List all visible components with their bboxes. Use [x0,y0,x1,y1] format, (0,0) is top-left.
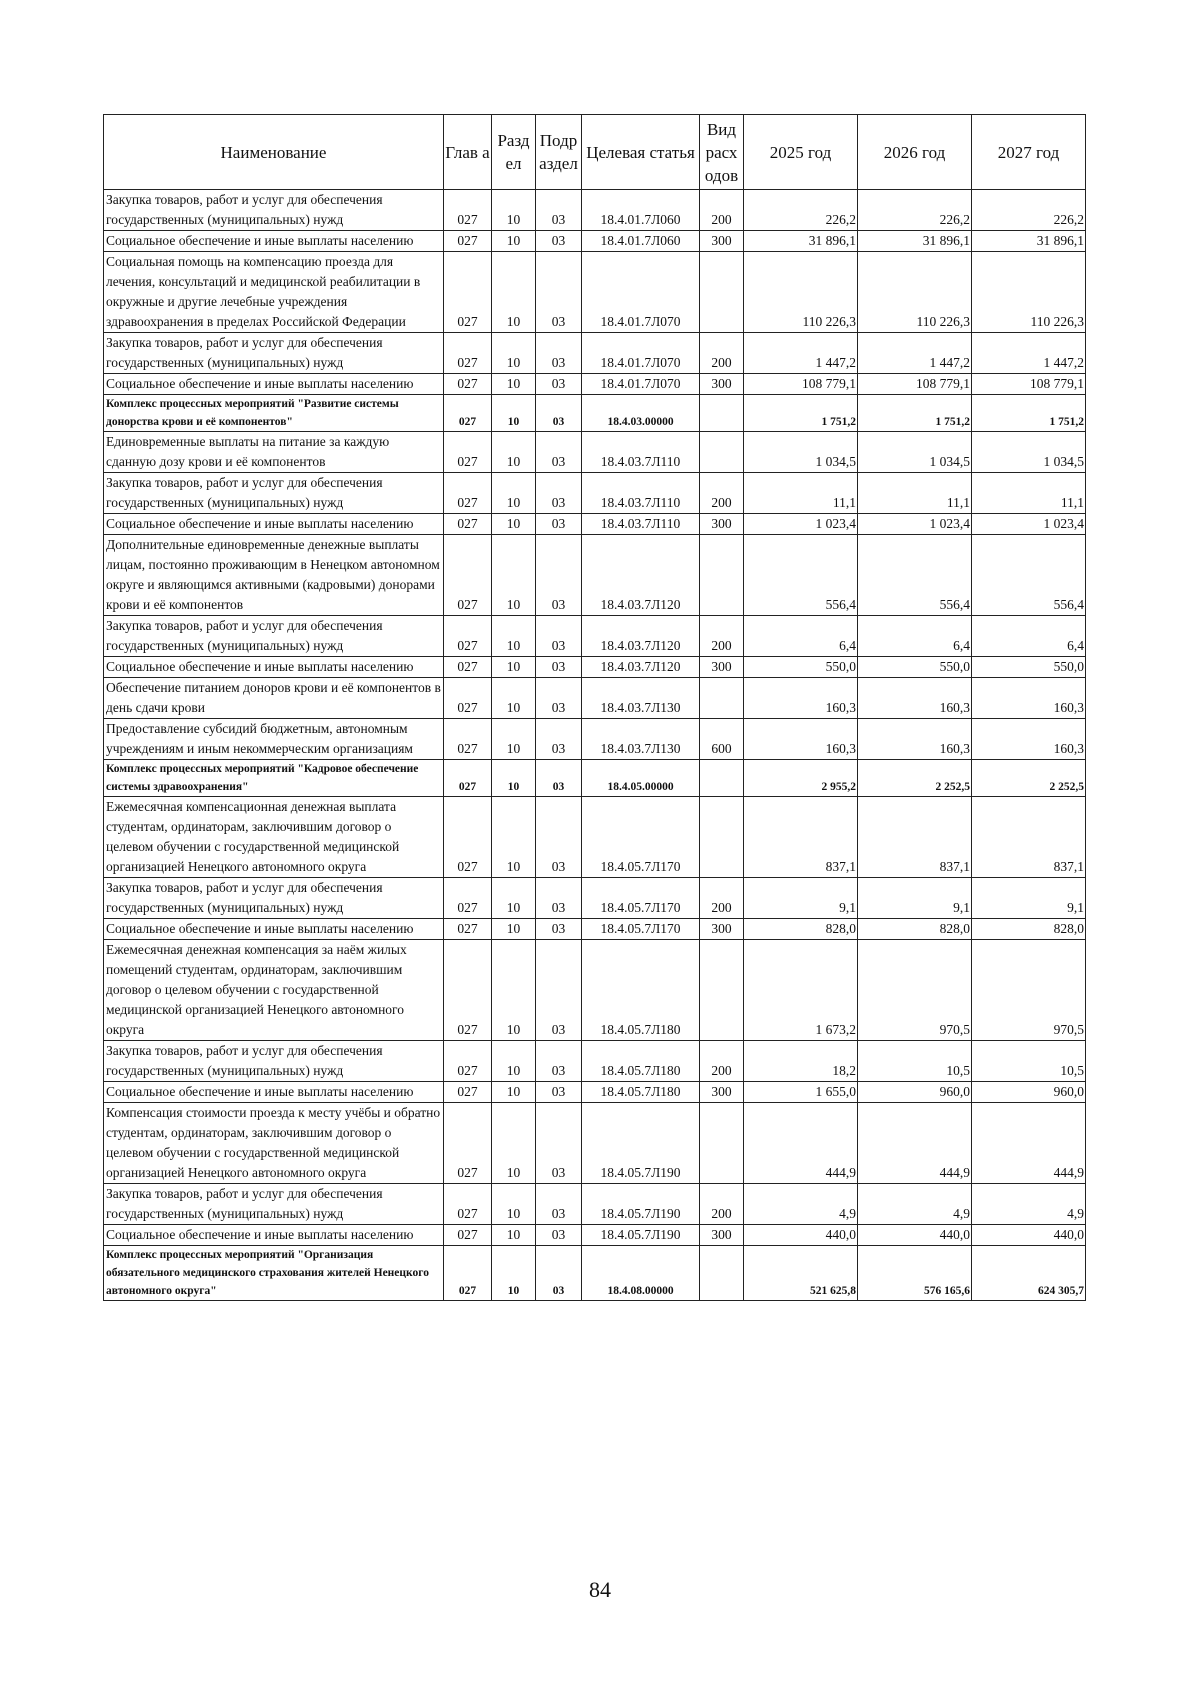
cell-article: 18.4.03.7Л110 [582,432,700,473]
cell-2026: 444,9 [858,1103,972,1184]
cell-name: Закупка товаров, работ и услуг для обеспечения государственных (муниципальных) нужд [104,616,444,657]
cell-2027: 9,1 [972,878,1086,919]
cell-2025: 1 447,2 [744,333,858,374]
cell-vid: 300 [700,514,744,535]
cell-article: 18.4.03.7Л130 [582,678,700,719]
cell-razdel: 10 [492,678,536,719]
cell-2025: 444,9 [744,1103,858,1184]
cell-glava: 027 [444,678,492,719]
cell-name: Компенсация стоимости проезда к месту учёбы и обратно студентам, ординаторам, заключившим договор о целевом обучении с государственной медицинской организацией Ненецкого автономного округа [104,1103,444,1184]
cell-vid [700,252,744,333]
cell-razdel: 10 [492,1103,536,1184]
cell-glava: 027 [444,1246,492,1301]
cell-podrazdel: 03 [536,432,582,473]
cell-2026: 576 165,6 [858,1246,972,1301]
table-row [104,1184,1086,1225]
cell-2027: 108 779,1 [972,374,1086,395]
table-row [104,333,1086,374]
cell-article: 18.4.01.7Л070 [582,252,700,333]
cell-2027: 1 447,2 [972,333,1086,374]
cell-name: Социальное обеспечение и иные выплаты населению [104,514,444,535]
cell-podrazdel: 03 [536,919,582,940]
cell-2027: 6,4 [972,616,1086,657]
cell-2025: 521 625,8 [744,1246,858,1301]
cell-podrazdel: 03 [536,190,582,231]
cell-name: Ежемесячная денежная компенсация за наём жилых помещений студентам, ординаторам, заключившим договор о целевом обучении с государственной медицинской организацией Ненецкого автономного округа [104,940,444,1041]
cell-vid: 200 [700,616,744,657]
cell-vid: 600 [700,719,744,760]
cell-2027: 160,3 [972,719,1086,760]
table-row [104,797,1086,878]
cell-glava: 027 [444,1082,492,1103]
cell-razdel: 10 [492,514,536,535]
cell-2027: 1 034,5 [972,432,1086,473]
cell-name: Закупка товаров, работ и услуг для обеспечения государственных (муниципальных) нужд [104,878,444,919]
table-row [104,374,1086,395]
table-row [104,719,1086,760]
cell-2025: 1 751,2 [744,395,858,432]
cell-podrazdel: 03 [536,374,582,395]
cell-2026: 6,4 [858,616,972,657]
cell-razdel: 10 [492,231,536,252]
cell-2025: 550,0 [744,657,858,678]
cell-glava: 027 [444,190,492,231]
cell-2026: 226,2 [858,190,972,231]
cell-2027: 828,0 [972,919,1086,940]
cell-vid: 300 [700,374,744,395]
cell-name: Социальное обеспечение и иные выплаты населению [104,374,444,395]
cell-2025: 1 655,0 [744,1082,858,1103]
cell-article: 18.4.05.7Л180 [582,940,700,1041]
cell-podrazdel: 03 [536,514,582,535]
cell-name: Социальное обеспечение и иные выплаты населению [104,231,444,252]
cell-glava: 027 [444,374,492,395]
table-row [104,432,1086,473]
cell-2025: 6,4 [744,616,858,657]
cell-vid: 200 [700,190,744,231]
table-row [104,1103,1086,1184]
budget-table [103,114,1086,1301]
cell-podrazdel: 03 [536,657,582,678]
table-row [104,514,1086,535]
col-header-2027: 2027 год [972,115,1086,190]
table-row [104,678,1086,719]
cell-podrazdel: 03 [536,1225,582,1246]
cell-name: Закупка товаров, работ и услуг для обеспечения государственных (муниципальных) нужд [104,1184,444,1225]
cell-article: 18.4.05.7Л190 [582,1184,700,1225]
table-row [104,919,1086,940]
cell-name: Закупка товаров, работ и услуг для обеспечения государственных (муниципальных) нужд [104,333,444,374]
cell-2026: 556,4 [858,535,972,616]
cell-2025: 160,3 [744,678,858,719]
cell-article: 18.4.03.7Л130 [582,719,700,760]
cell-2026: 10,5 [858,1041,972,1082]
col-header-vid: Вид расх одов [700,115,744,190]
table-row [104,231,1086,252]
cell-2025: 556,4 [744,535,858,616]
cell-2025: 1 673,2 [744,940,858,1041]
cell-vid [700,678,744,719]
col-header-2025: 2025 год [744,115,858,190]
cell-article: 18.4.05.7Л190 [582,1225,700,1246]
cell-razdel: 10 [492,760,536,797]
cell-razdel: 10 [492,940,536,1041]
table-row [104,473,1086,514]
cell-article: 18.4.01.7Л070 [582,374,700,395]
cell-glava: 027 [444,252,492,333]
cell-2025: 226,2 [744,190,858,231]
cell-2027: 2 252,5 [972,760,1086,797]
col-header-name: Наименование [104,115,444,190]
cell-2027: 970,5 [972,940,1086,1041]
cell-article: 18.4.01.7Л060 [582,190,700,231]
cell-name: Дополнительные единовременные денежные выплаты лицам, постоянно проживающим в Ненецком автономном округе и являющимся активными (кадровыми) донорами крови и её компонентов [104,535,444,616]
cell-razdel: 10 [492,797,536,878]
cell-glava: 027 [444,616,492,657]
cell-name: Социальное обеспечение и иные выплаты населению [104,1225,444,1246]
cell-article: 18.4.05.7Л190 [582,1103,700,1184]
cell-vid [700,1103,744,1184]
cell-2025: 828,0 [744,919,858,940]
cell-article: 18.4.03.7Л120 [582,616,700,657]
table-row [104,395,1086,432]
cell-glava: 027 [444,719,492,760]
cell-podrazdel: 03 [536,231,582,252]
cell-razdel: 10 [492,1184,536,1225]
cell-glava: 027 [444,333,492,374]
cell-2025: 1 034,5 [744,432,858,473]
cell-2025: 110 226,3 [744,252,858,333]
cell-vid [700,940,744,1041]
header-row [104,115,1086,190]
table-row [104,878,1086,919]
cell-article: 18.4.03.7Л110 [582,473,700,514]
cell-article: 18.4.05.7Л180 [582,1041,700,1082]
cell-2027: 624 305,7 [972,1246,1086,1301]
table-row [104,1041,1086,1082]
table-row [104,940,1086,1041]
table-row [104,252,1086,333]
cell-glava: 027 [444,231,492,252]
cell-podrazdel: 03 [536,395,582,432]
cell-2026: 550,0 [858,657,972,678]
cell-glava: 027 [444,878,492,919]
cell-razdel: 10 [492,1082,536,1103]
cell-vid [700,395,744,432]
cell-vid: 200 [700,878,744,919]
cell-2027: 31 896,1 [972,231,1086,252]
cell-glava: 027 [444,473,492,514]
cell-glava: 027 [444,797,492,878]
cell-name: Закупка товаров, работ и услуг для обеспечения государственных (муниципальных) нужд [104,190,444,231]
cell-podrazdel: 03 [536,473,582,514]
cell-glava: 027 [444,940,492,1041]
cell-name: Предоставление субсидий бюджетным, автономным учреждениям и иным некоммерческим организациям [104,719,444,760]
cell-article: 18.4.03.00000 [582,395,700,432]
table-row [104,190,1086,231]
cell-podrazdel: 03 [536,940,582,1041]
cell-podrazdel: 03 [536,252,582,333]
cell-vid: 300 [700,1225,744,1246]
cell-razdel: 10 [492,252,536,333]
table-row [104,1246,1086,1301]
cell-glava: 027 [444,1041,492,1082]
cell-vid [700,1246,744,1301]
cell-2026: 2 252,5 [858,760,972,797]
cell-2025: 1 023,4 [744,514,858,535]
cell-2026: 160,3 [858,719,972,760]
cell-razdel: 10 [492,616,536,657]
cell-2027: 1 023,4 [972,514,1086,535]
cell-vid [700,535,744,616]
table-row [104,657,1086,678]
cell-2025: 440,0 [744,1225,858,1246]
cell-2026: 11,1 [858,473,972,514]
cell-article: 18.4.05.00000 [582,760,700,797]
cell-2025: 2 955,2 [744,760,858,797]
table-row [104,1225,1086,1246]
cell-glava: 027 [444,1184,492,1225]
table-row [104,1082,1086,1103]
cell-podrazdel: 03 [536,797,582,878]
cell-2027: 550,0 [972,657,1086,678]
cell-2025: 108 779,1 [744,374,858,395]
cell-article: 18.4.05.7Л170 [582,919,700,940]
cell-podrazdel: 03 [536,1184,582,1225]
cell-razdel: 10 [492,395,536,432]
cell-vid: 200 [700,473,744,514]
cell-2025: 11,1 [744,473,858,514]
cell-2027: 1 751,2 [972,395,1086,432]
col-header-razdel: Разд ел [492,115,536,190]
cell-2026: 440,0 [858,1225,972,1246]
col-header-article: Целевая статья [582,115,700,190]
cell-article: 18.4.01.7Л070 [582,333,700,374]
cell-2026: 108 779,1 [858,374,972,395]
cell-razdel: 10 [492,535,536,616]
cell-article: 18.4.03.7Л110 [582,514,700,535]
cell-2025: 9,1 [744,878,858,919]
cell-2025: 837,1 [744,797,858,878]
cell-name: Единовременные выплаты на питание за каждую сданную дозу крови и её компонентов [104,432,444,473]
table-row [104,760,1086,797]
cell-podrazdel: 03 [536,1041,582,1082]
cell-podrazdel: 03 [536,719,582,760]
cell-glava: 027 [444,760,492,797]
cell-razdel: 10 [492,719,536,760]
cell-name: Комплекс процессных мероприятий "Развитие системы донорства крови и её компонентов" [104,395,444,432]
cell-podrazdel: 03 [536,535,582,616]
cell-2026: 828,0 [858,919,972,940]
cell-2026: 1 751,2 [858,395,972,432]
cell-2027: 837,1 [972,797,1086,878]
cell-2027: 10,5 [972,1041,1086,1082]
cell-name: Закупка товаров, работ и услуг для обеспечения государственных (муниципальных) нужд [104,1041,444,1082]
cell-article: 18.4.08.00000 [582,1246,700,1301]
cell-vid: 200 [700,1184,744,1225]
cell-podrazdel: 03 [536,616,582,657]
cell-2025: 18,2 [744,1041,858,1082]
cell-podrazdel: 03 [536,1246,582,1301]
cell-glava: 027 [444,535,492,616]
cell-podrazdel: 03 [536,678,582,719]
cell-2026: 1 447,2 [858,333,972,374]
cell-name: Социальная помощь на компенсацию проезда для лечения, консультаций и медицинской реабилитации в окружные и другие лечебные учреждения здравоохранения в пределах Российской Федерации [104,252,444,333]
cell-razdel: 10 [492,432,536,473]
col-header-podrazdel: Подр аздел [536,115,582,190]
cell-article: 18.4.05.7Л170 [582,878,700,919]
cell-article: 18.4.05.7Л170 [582,797,700,878]
cell-2025: 160,3 [744,719,858,760]
cell-name: Ежемесячная компенсационная денежная выплата студентам, ординаторам, заключившим договор о целевом обучении с государственной медицинской организацией Ненецкого автономного округа [104,797,444,878]
cell-2027: 11,1 [972,473,1086,514]
cell-name: Социальное обеспечение и иные выплаты населению [104,919,444,940]
cell-podrazdel: 03 [536,1082,582,1103]
cell-2027: 440,0 [972,1225,1086,1246]
cell-vid: 200 [700,1041,744,1082]
cell-2026: 31 896,1 [858,231,972,252]
cell-razdel: 10 [492,374,536,395]
cell-2027: 110 226,3 [972,252,1086,333]
cell-razdel: 10 [492,657,536,678]
cell-2027: 960,0 [972,1082,1086,1103]
cell-2026: 837,1 [858,797,972,878]
cell-glava: 027 [444,432,492,473]
cell-vid: 300 [700,657,744,678]
cell-razdel: 10 [492,473,536,514]
cell-2026: 9,1 [858,878,972,919]
cell-glava: 027 [444,919,492,940]
col-header-2026: 2026 год [858,115,972,190]
cell-2027: 556,4 [972,535,1086,616]
cell-name: Закупка товаров, работ и услуг для обеспечения государственных (муниципальных) нужд [104,473,444,514]
cell-vid: 300 [700,1082,744,1103]
cell-podrazdel: 03 [536,878,582,919]
cell-2026: 160,3 [858,678,972,719]
cell-name: Социальное обеспечение и иные выплаты населению [104,1082,444,1103]
cell-article: 18.4.05.7Л180 [582,1082,700,1103]
cell-2026: 1 034,5 [858,432,972,473]
cell-vid: 300 [700,231,744,252]
cell-razdel: 10 [492,919,536,940]
cell-2025: 4,9 [744,1184,858,1225]
cell-razdel: 10 [492,1225,536,1246]
cell-2025: 31 896,1 [744,231,858,252]
cell-name: Комплекс процессных мероприятий "Организация обязательного медицинского страхования жителей Ненецкого автономного округа" [104,1246,444,1301]
cell-razdel: 10 [492,333,536,374]
cell-vid [700,797,744,878]
cell-vid: 200 [700,333,744,374]
cell-razdel: 10 [492,1041,536,1082]
cell-2026: 110 226,3 [858,252,972,333]
cell-glava: 027 [444,657,492,678]
cell-article: 18.4.03.7Л120 [582,535,700,616]
cell-2026: 960,0 [858,1082,972,1103]
cell-2027: 4,9 [972,1184,1086,1225]
cell-glava: 027 [444,514,492,535]
col-header-glava: Глав а [444,115,492,190]
cell-vid [700,760,744,797]
cell-razdel: 10 [492,878,536,919]
cell-name: Социальное обеспечение и иные выплаты населению [104,657,444,678]
cell-2027: 444,9 [972,1103,1086,1184]
cell-2026: 970,5 [858,940,972,1041]
cell-name: Комплекс процессных мероприятий "Кадровое обеспечение системы здравоохранения" [104,760,444,797]
cell-podrazdel: 03 [536,760,582,797]
cell-glava: 027 [444,1225,492,1246]
cell-glava: 027 [444,1103,492,1184]
cell-vid [700,432,744,473]
cell-glava: 027 [444,395,492,432]
cell-razdel: 10 [492,1246,536,1301]
cell-vid: 300 [700,919,744,940]
cell-2027: 160,3 [972,678,1086,719]
cell-2026: 1 023,4 [858,514,972,535]
page-number: 84 [589,1577,611,1602]
cell-2027: 226,2 [972,190,1086,231]
cell-razdel: 10 [492,190,536,231]
cell-name: Обеспечение питанием доноров крови и её компонентов в день сдачи крови [104,678,444,719]
table-row [104,616,1086,657]
cell-2026: 4,9 [858,1184,972,1225]
cell-article: 18.4.03.7Л120 [582,657,700,678]
cell-article: 18.4.01.7Л060 [582,231,700,252]
cell-podrazdel: 03 [536,333,582,374]
table-row [104,535,1086,616]
cell-podrazdel: 03 [536,1103,582,1184]
